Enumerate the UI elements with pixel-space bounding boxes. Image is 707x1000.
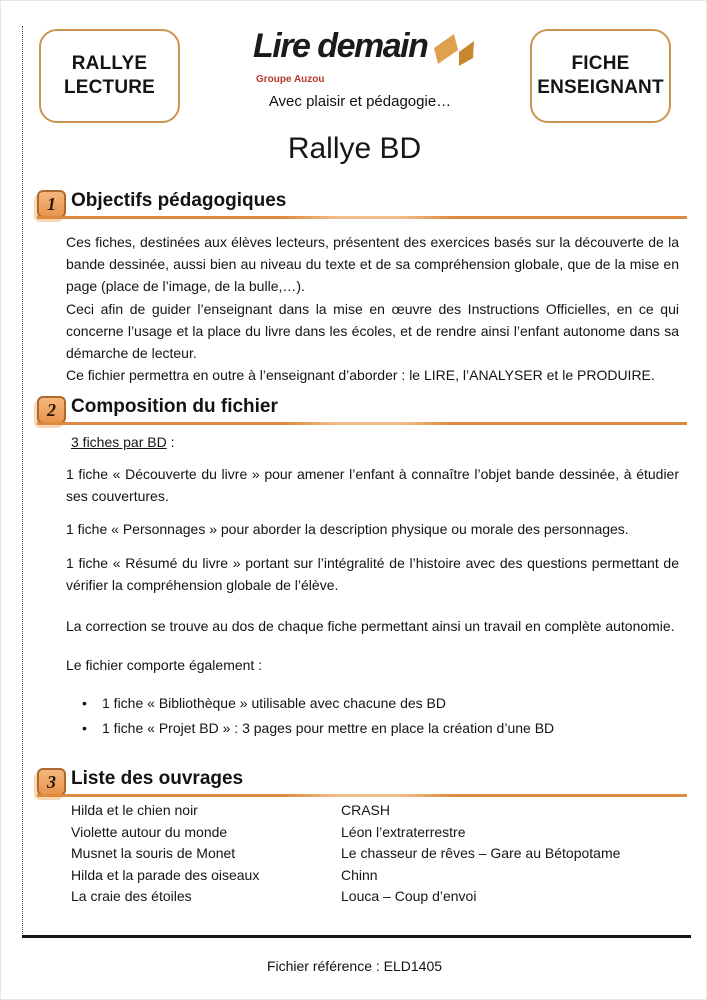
book-title: La craie des étoiles xyxy=(71,888,192,905)
book-title: Chinn xyxy=(341,866,378,883)
section2-body xyxy=(66,463,679,741)
book-row xyxy=(71,843,679,865)
section3-number-box: 3 xyxy=(37,768,66,796)
section2-rule xyxy=(37,422,687,425)
bullet-text: 1 fiche « Bibliothèque » utilisable avec chacune des BD xyxy=(102,695,446,712)
badge-line: RALLYE xyxy=(71,53,148,74)
badge-line: ENSEIGNANT xyxy=(537,77,664,98)
book-row xyxy=(71,886,679,908)
rallye-lecture-badge xyxy=(39,29,180,123)
book-title: Hilda et le chien noir xyxy=(71,802,198,818)
fiche-enseignant-badge xyxy=(530,29,671,123)
file-reference: Fichier référence : ELD1405 xyxy=(266,958,443,974)
book-title: Violette autour du monde xyxy=(71,823,228,840)
paragraph: La correction se trouve au dos de chaque fiche permettant ainsi un travail en complète autonomie. xyxy=(66,618,675,635)
bullet-list xyxy=(66,691,679,741)
book-title: Léon l’extraterrestre xyxy=(341,823,466,840)
section1-number-box: 1 xyxy=(37,190,66,218)
paragraph: Ce fichier permettra en outre à l’enseignant d’aborder : le LIRE, l’ANALYSER et le PRODUIRE. xyxy=(66,367,655,384)
lire-demain-logo xyxy=(253,27,483,85)
badge-line: FICHE xyxy=(571,53,630,74)
list-item xyxy=(66,716,679,741)
paragraph: 1 fiche « Découverte du livre » pour amener l’enfant à connaître l’objet bande dessinée, à étudier ses couvertures. xyxy=(66,466,679,505)
section1-title: Objectifs pédagogiques xyxy=(71,190,287,211)
book-title: CRASH xyxy=(341,802,391,818)
section2-title: Composition du fichier xyxy=(71,396,278,417)
logo-group-label: Groupe Auzou xyxy=(256,74,325,85)
page-title: Rallye BD xyxy=(287,132,422,165)
book-title: Louca – Coup d’envoi xyxy=(341,888,477,905)
section3-title: Liste des ouvrages xyxy=(71,768,244,789)
intro-underlined: 3 fiches par BD xyxy=(71,434,167,450)
book-row xyxy=(71,822,679,844)
section2-number-box: 2 xyxy=(37,396,66,424)
intro-suffix: : xyxy=(166,434,175,450)
section3-header xyxy=(37,766,687,797)
paragraph: 1 fiche « Résumé du livre » portant sur l’intégralité de l’histoire avec des questions permettant de vérifier la compréhension globale de l’élève. xyxy=(66,554,679,593)
open-book-icon xyxy=(431,33,475,76)
bullet-text: 1 fiche « Projet BD » : 3 pages pour mettre en place la création d’une BD xyxy=(102,720,555,737)
book-row xyxy=(71,800,679,822)
section3-rule xyxy=(37,794,687,797)
section1-rule xyxy=(37,216,687,219)
logo-name: Lire demain xyxy=(253,27,428,65)
book-title: Hilda et la parade des oiseaux xyxy=(71,866,260,883)
bullet-icon: • xyxy=(82,720,87,737)
book-row xyxy=(71,865,679,887)
logo-tagline: Avec plaisir et pédagogie… xyxy=(268,93,452,110)
paragraph: Le fichier comporte également : xyxy=(66,657,263,674)
section2-header xyxy=(37,394,687,425)
book-list xyxy=(71,800,679,908)
list-item xyxy=(66,691,679,716)
paragraph: Ces fiches, destinées aux élèves lecteurs, présentent des exercices basés sur la découverte de la bande dessinée, aussi bien au niveau du texte et de sa compréhension globale, que de la mise en page (place de l’image, de la bulle,…). xyxy=(66,234,679,295)
book-title: Musnet la souris de Monet xyxy=(71,845,236,862)
paragraph: Ceci afin de guider l’enseignant dans la mise en œuvre des Instructions Officielles, en ce qui concerne l’usage et la place du livre dans les écoles, et de rendre ainsi l’enfant autonome dans sa démarche de lecteur. xyxy=(66,300,679,362)
bullet-icon: • xyxy=(82,695,87,712)
section1-header xyxy=(37,188,687,219)
paragraph: 1 fiche « Personnages » pour aborder la description physique ou morale des personnages. xyxy=(66,521,629,538)
section1-body xyxy=(66,231,679,386)
section2-intro xyxy=(71,434,175,450)
badge-line: LECTURE xyxy=(63,77,156,98)
footer-divider xyxy=(22,935,691,938)
book-title: Le chasseur de rêves – Gare au Bétopotame xyxy=(341,845,621,862)
